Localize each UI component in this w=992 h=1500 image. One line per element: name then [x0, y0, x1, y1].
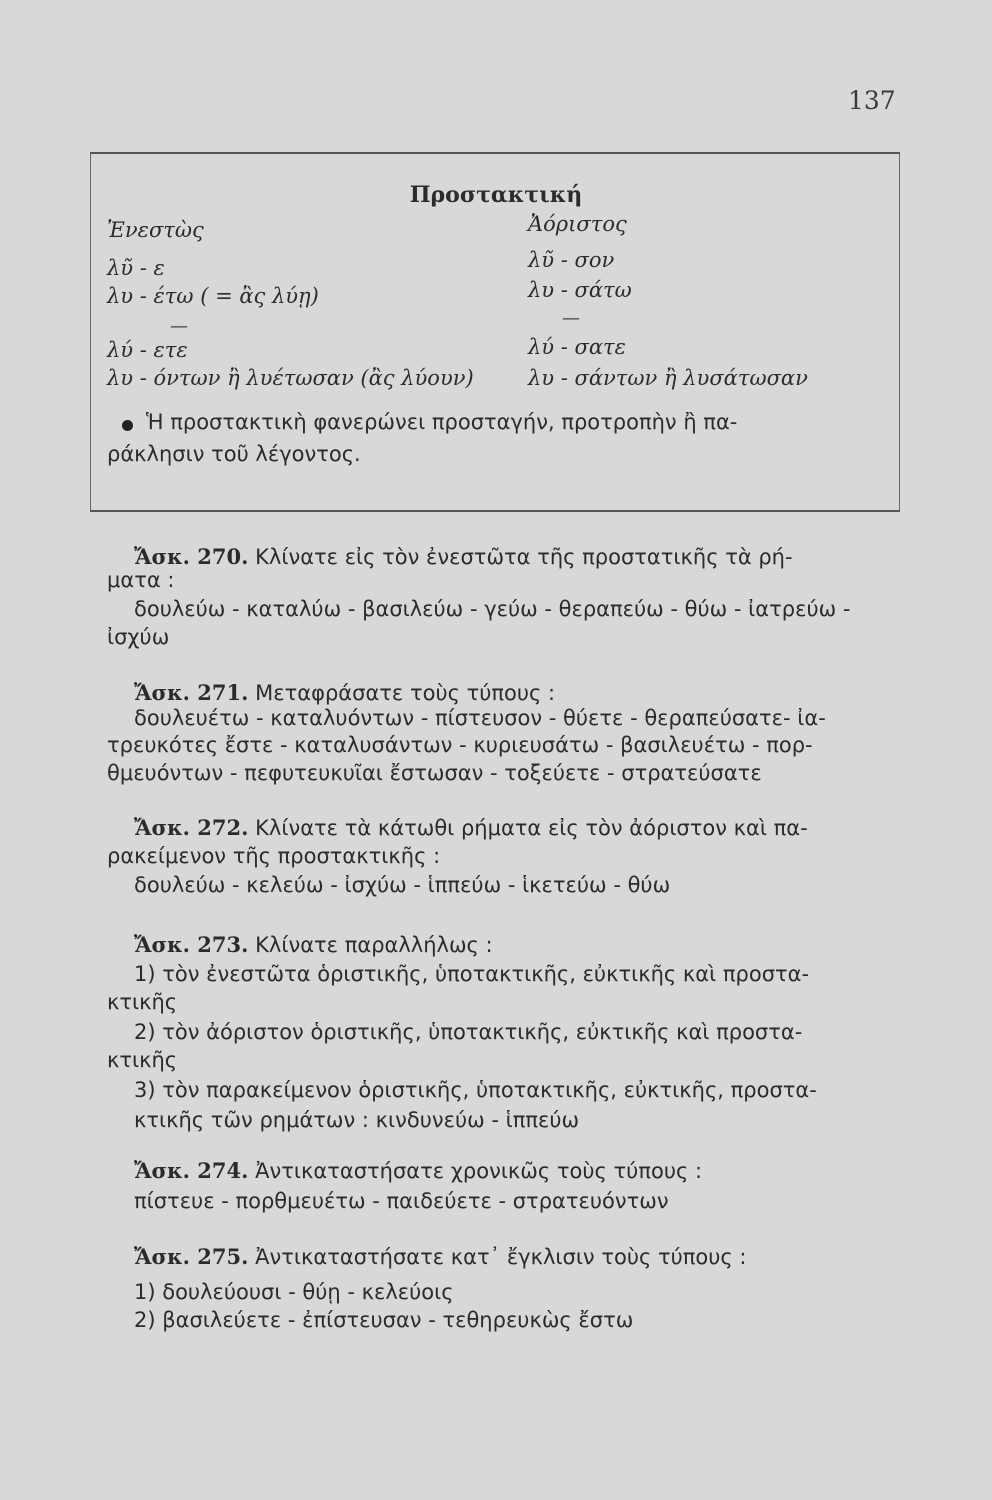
exercise-line: 3) τὸν παρακείμενον ὁριστικῆς, ὑποτακτικῆς, εὐκτικῆς, προστα-	[134, 1078, 817, 1102]
exercise-line: κτικῆς	[107, 1048, 178, 1072]
exercise-line: 1) δουλεύουσι - θύῃ - κελεύοις	[134, 1280, 454, 1304]
exercise-line: 1) τὸν ἐνεστῶτα ὁριστικῆς, ὑποτακτικῆς, εὐκτικῆς καὶ προστα-	[134, 962, 810, 986]
exercise-line: τρευκότες ἔστε - καταλυσάντων - κυριευσάτω - βασιλευέτω - πορ-	[107, 733, 813, 757]
exercise-line: δουλεύω - καταλύω - βασιλεύω - γεύω - θεραπεύω - θύω - ἰατρεύω -	[134, 597, 851, 621]
exercise-instruction: Κλίνατε παραλλήλως :	[255, 933, 493, 957]
exercise-instruction: Κλίνατε εἰς τὸν ἐνεστῶτα τῆς προστατικῆς τὰ ρή-	[255, 545, 793, 569]
exercise-instruction: Κλίνατε τὰ κάτωθι ρήματα εἰς τὸν ἀόριστον καὶ πα-	[255, 816, 808, 840]
exercise-line: δουλευέτω - καταλυόντων - πίστευσον - θύετε - θεραπεύσατε- ἰα-	[134, 706, 826, 730]
page-number: 137	[848, 86, 896, 115]
exercise-label: Ἄσκ. 271.	[134, 680, 249, 705]
box-title: Προστακτική	[409, 182, 583, 208]
present-form: λύ - ετε	[107, 338, 188, 362]
present-form: λῦ - ε	[107, 256, 165, 280]
present-heading: Ἐνεστὼς	[107, 218, 204, 242]
aorist-separator: —	[562, 308, 580, 329]
exercise-line: ρακείμενον τῆς προστακτικῆς :	[107, 844, 441, 868]
note-line: ράκλησιν τοῦ λέγοντος.	[107, 442, 361, 466]
exercise-line: 2) βασιλεύετε - ἐπίστευσαν - τεθηρευκὼς ἔστω	[134, 1308, 634, 1332]
exercise-274	[134, 1158, 702, 1183]
exercise-line: ἰσχύω	[107, 625, 170, 649]
exercise-label: Ἄσκ. 274.	[134, 1158, 249, 1183]
exercise-label: Ἄσκ. 270.	[134, 544, 249, 569]
exercise-271	[134, 680, 555, 705]
exercise-273	[134, 932, 493, 957]
aorist-heading: Ἀόριστος	[528, 212, 627, 236]
exercise-line: ματα :	[107, 568, 175, 592]
exercise-line: θμευόντων - πεφυτευκυῖαι ἔστωσαν - τοξεύετε - στρατεύσατε	[107, 761, 762, 785]
exercise-label: Ἄσκ. 273.	[134, 932, 249, 957]
exercise-line: 2) τὸν ἀόριστον ὁριστικῆς, ὑποτακτικῆς, εὐκτικῆς καὶ προστα-	[134, 1020, 803, 1044]
exercise-instruction: Ἀντικαταστήσατε κατ᾽ ἔγκλισιν τοὺς τύπους :	[255, 1245, 747, 1269]
aorist-form: λύ - σατε	[528, 335, 626, 359]
present-form: λυ - όντων ἢ λυέτωσαν (ἂς λύουν)	[107, 366, 474, 390]
exercise-line: κτικῆς τῶν ρημάτων : κινδυνεύω - ἱππεύω	[134, 1108, 580, 1132]
exercise-instruction: Ἀντικαταστήσατε χρονικῶς τοὺς τύπους :	[255, 1159, 703, 1183]
bullet-icon	[122, 420, 133, 431]
exercise-270	[134, 544, 793, 569]
exercise-line: πίστευε - πορθμευέτω - παιδεύετε - στρατευόντων	[134, 1189, 669, 1213]
aorist-form: λυ - σάτω	[528, 278, 632, 302]
exercise-line: δουλεύω - κελεύω - ἰσχύω - ἱππεύω - ἱκετεύω - θύω	[134, 873, 671, 897]
present-separator: —	[170, 316, 188, 337]
aorist-form: λῦ - σον	[528, 248, 615, 272]
aorist-form: λυ - σάντων ἢ λυσάτωσαν	[528, 366, 808, 390]
exercise-instruction: Μεταφράσατε τοὺς τύπους :	[255, 681, 556, 705]
exercise-272	[134, 815, 808, 840]
exercise-label: Ἄσκ. 275.	[134, 1244, 249, 1269]
exercise-label: Ἄσκ. 272.	[134, 815, 249, 840]
present-form: λυ - έτω ( = ἂς λύῃ)	[107, 284, 319, 308]
exercise-line: κτικῆς	[107, 990, 178, 1014]
exercise-275	[134, 1244, 747, 1269]
note-line: Ἡ προστακτικὴ φανερώνει προσταγήν, προτροπὴν ἢ πα-	[146, 410, 738, 434]
